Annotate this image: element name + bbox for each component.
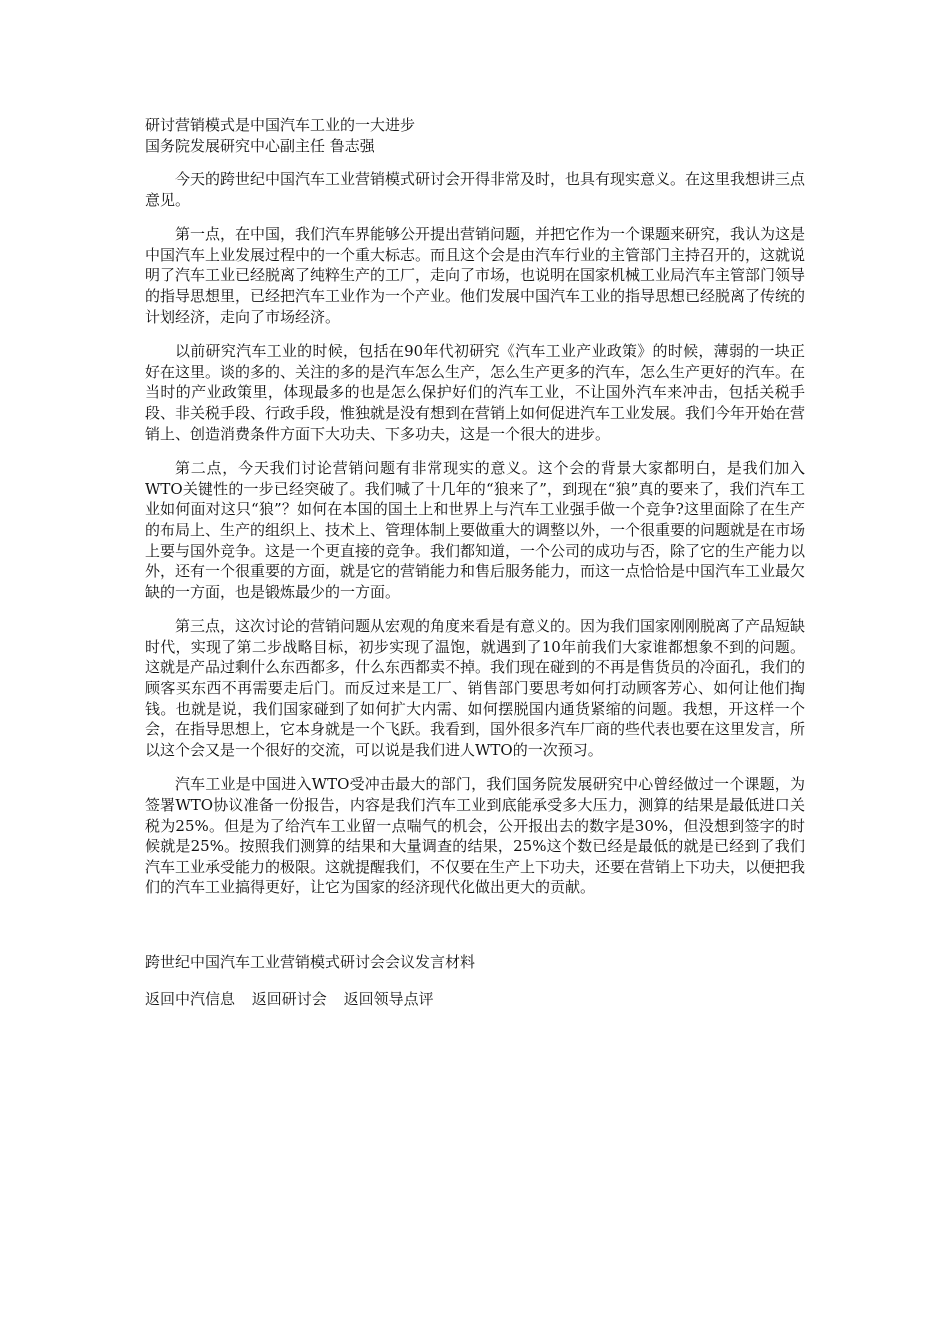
paragraph: 汽车工业是中国进入WTO受冲击最大的部门，我们国务院发展研究中心曾经做过一个课题，为签署WTO协议准备一份报告，内容是我们汽车工业到底能承受多大压力，测算的结果是最低进口关税为25%。但是为了给汽车工业留一点喘气的机会，公开报出去的数字是30%，但没想到签字的时候就是25%。按照我们测算的结果和大量调查的结果，25%这个数已经是最低的就是已经到了我们汽车工业承受能力的极限。这就提醒我们，不仅要在生产上下功夫，还要在营销上下功夫，以便把我们的汽车工业搞得更好，让它为国家的经济现代化做出更大的贡献。 xyxy=(145,775,806,897)
author-line: 国务院发展研究中心副主任 鲁志强 xyxy=(145,137,375,155)
paragraph: 以前研究汽车工业的时候，包括在90年代初研究《汽车工业产业政策》的时候，薄弱的一块正好在这里。谈的多的、关注的多的是汽车怎么生产，怎么生产更多的汽车，怎么生产更好的汽车。在当时的产业政策里，体现最多的也是怎么保护好们的汽车工业，不让国外汽车来冲击，包括关税手段、非关税手段、行政手段，惟独就是没有想到在营销上如何促进汽车工业发展。我们今年开始在营销上、创造消费条件方面下大功夫、下多功夫，这是一个很大的进步。 xyxy=(145,342,806,443)
back-to-seminar-link[interactable]: 返回研讨会 xyxy=(251,990,327,1008)
footer-links xyxy=(145,989,805,1010)
article-title: 研讨营销模式是中国汽车工业的一大进步 xyxy=(145,116,416,134)
spacer xyxy=(145,912,805,952)
paragraph: 第一点，在中国，我们汽车界能够公开提出营销问题，并把它作为一个课题来研究，我认为这是中国汽车上业发展过程中的一个重大标志。而且这个会是由汽车行业的主管部门主持召开的，这就说明了汽车工业已经脱离了纯粹生产的工厂，走向了市场，也说明在国家机械工业局汽车主管部门领导的指导思想里，已经把汽车工业作为一个产业。他们发展中国汽车工业的指导思想已经脱离了传统的计划经济，走向了市场经济。 xyxy=(145,225,806,326)
back-to-leader-comments-link[interactable]: 返回领导点评 xyxy=(343,990,434,1008)
article-header xyxy=(145,115,805,157)
back-to-auto-info-link[interactable]: 返回中汽信息 xyxy=(145,990,236,1008)
paragraph: 第二点，今天我们讨论营销问题有非常现实的意义。这个会的背景大家都明白，是我们加入WTO关键性的一步已经突破了。我们喊了十几年的“狼来了”，到现在“狼”真的要来了，我们汽车工业如何面对这只“狼”？如何在本国的国土上和世界上与汽车工业强手做一个竞争?这里面除了在生产的布局上、生产的组织上、技术上、管理体制上要做重大的调整以外，一个很重要的问题就是在市场上要与国外竞争。这是一个更直接的竞争。我们都知道，一个公司的成功与否，除了它的生产能力以外，还有一个很重要的方面，就是它的营销能力和售后服务能力，而这一点恰恰是中国汽车工业最欠缺的一方面，也是锻炼最少的一方面。 xyxy=(145,459,806,601)
article-page xyxy=(145,115,805,1010)
article-body xyxy=(145,169,805,898)
source-title: 跨世纪中国汽车工业营销模式研讨会会议发言材料 xyxy=(145,953,476,971)
paragraph: 今天的跨世纪中国汽车工业营销模式研讨会开得非常及时，也具有现实意义。在这里我想讲三点意见。 xyxy=(145,170,806,209)
paragraph: 第三点，这次讨论的营销问题从宏观的角度来看是有意义的。因为我们国家刚刚脱离了产品短缺时代，实现了第二步战略目标，初步实现了温饱，就遇到了10年前我们大家谁都想象不到的问题。这就是产品过剩什么东西都多，什么东西都卖不掉。我们现在碰到的不再是售货员的冷面孔，我们的顾客买东西不再需要走后门。而反过来是工厂、销售部门要思考如何打动顾客芳心、如何让他们掏钱。也就是说，我们国家碰到了如何扩大内需、如何摆脱国内通货紧缩的问题。我想，开这样一个会，在指导思想上，它本身就是一个飞跃。我看到，国外很多汽车厂商的些代表也要在这里发言，所以这个会又是一个很好的交流，可以说是我们进人WTO的一次预习。 xyxy=(145,617,806,759)
